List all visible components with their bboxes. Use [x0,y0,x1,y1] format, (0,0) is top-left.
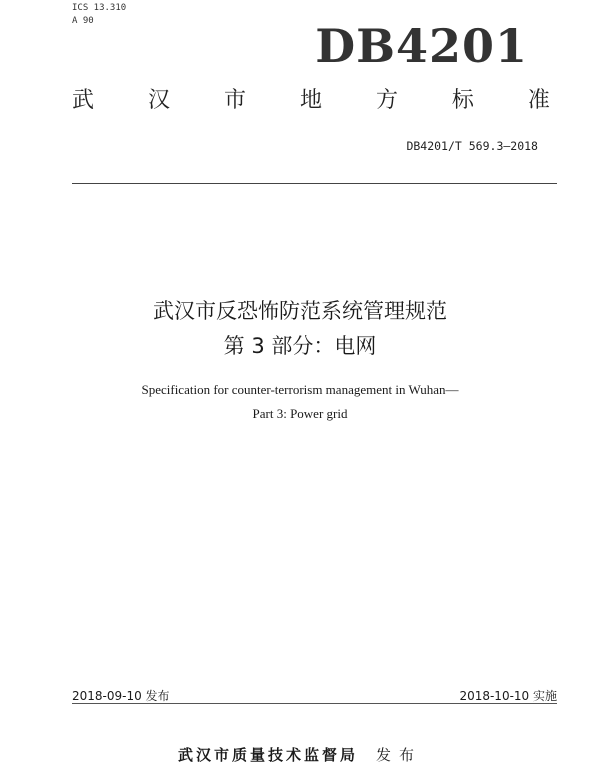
title-en-line2: Part 3: Power grid [252,406,348,421]
title-zh-line1: 武汉市反恐怖防范系统管理规范 [153,299,447,323]
ics-code: ICS 13.310 [72,3,127,13]
standard-type-char: 汉 [147,88,170,113]
db-code: DB4201 [315,19,528,73]
standard-number: DB4201/T 569.3—2018 [406,139,538,153]
standard-type-char: 准 [527,88,550,113]
standard-type [72,84,550,118]
footer-divider [72,703,557,704]
standard-type-char: 市 [223,88,246,113]
publisher-line [0,744,600,765]
implementation-date: 2018-10-10 实施 [459,689,557,703]
classification-code: A 90 [72,16,94,26]
standard-type-char: 方 [375,88,398,113]
title-zh-line2: 第 3 部分：电网 [223,334,377,358]
ics-block [72,2,126,28]
standard-type-char: 地 [299,88,322,113]
header-divider [72,183,557,184]
issue-date: 2018-09-10 发布 [72,689,170,703]
publish-verb: 发布 [376,746,423,764]
publisher-name: 武汉市质量技术监督局 [177,746,358,764]
standard-type-char: 标 [451,88,474,113]
title-en-line1: Specification for counter-terrorism management in Wuhan— [141,382,459,397]
standard-type-char: 武 [72,88,95,113]
